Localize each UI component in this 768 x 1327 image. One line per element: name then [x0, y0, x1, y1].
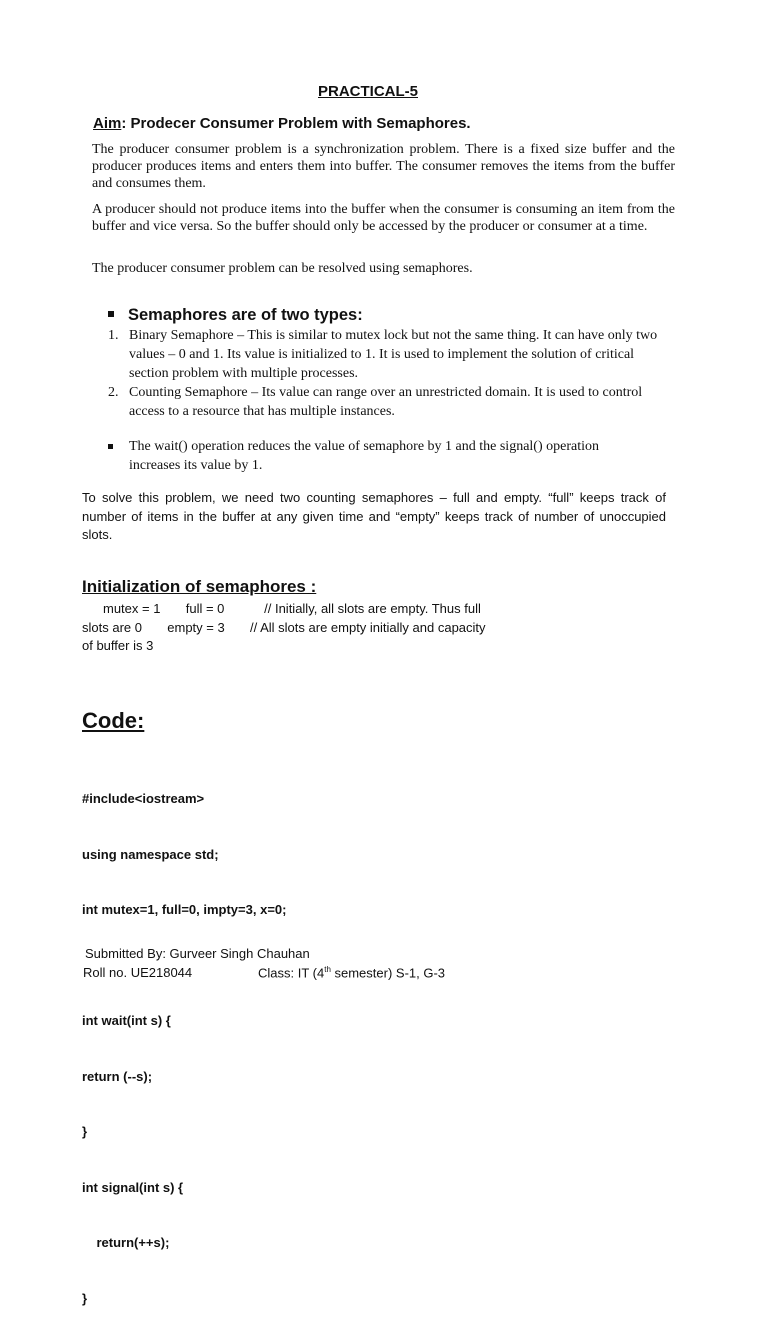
- aim-label: Aim: [93, 115, 122, 132]
- code-line: }: [82, 1290, 88, 1306]
- footer-class-sup: th: [324, 965, 331, 974]
- intro-paragraph-1: The producer consumer problem is a synchronization problem. There is a fixed size buffer and the producer produces items and enters them into buffer. The consumer removes the items from the buffer and consumes them.: [92, 142, 675, 191]
- list-item: [108, 383, 668, 421]
- footer-class-suffix: semester) S-1, G-3: [330, 965, 446, 981]
- list-item-text: Binary Semaphore – This is similar to mutex lock but not the same thing. It can have only two values – 0 and 1. Its value is initialized to 1. It is used to implement the solution of critical section problem with multiple processes.: [129, 328, 658, 381]
- code-line: int wait(int s) {: [82, 1013, 171, 1028]
- init-line-1: mutex = 1 full = 0 // Initially, all slots are empty. Thus full: [103, 601, 481, 616]
- list-item-number: 2.: [108, 385, 119, 400]
- code-line: return (--s);: [82, 1068, 153, 1084]
- square-bullet-icon: [108, 311, 114, 317]
- list-item: [108, 326, 668, 383]
- types-heading: [108, 306, 363, 325]
- code-line: return(++s);: [82, 1235, 170, 1250]
- code-line: int signal(int s) {: [82, 1179, 184, 1195]
- wait-signal-note: [108, 438, 608, 475]
- code-line: int mutex=1, full=0, impty=3, x=0;: [82, 902, 287, 917]
- intro-paragraph-3: The producer consumer problem can be resolved using semaphores.: [92, 261, 473, 276]
- code-block: [82, 753, 286, 1327]
- footer-submitted-by: Submitted By: Gurveer Singh Chauhan: [85, 946, 310, 961]
- types-heading-text: Semaphores are of two types:: [128, 306, 363, 324]
- list-item-text: Counting Semaphore – Its value can range over an unrestricted domain. It is used to control access to a resource that has multiple instances.: [129, 385, 643, 419]
- init-heading: Initialization of semaphores :: [82, 577, 317, 596]
- init-line-2: slots are 0 empty = 3 // All slots are empty initially and capacity: [82, 619, 486, 635]
- aim-text: : Prodecer Consumer Problem with Semaphores.: [121, 115, 471, 132]
- footer-class-prefix: Class: IT (4: [258, 965, 325, 981]
- square-bullet-icon: [108, 444, 113, 449]
- page-title: PRACTICAL-5: [318, 83, 418, 100]
- code-line: }: [82, 1124, 88, 1139]
- code-line: #include<iostream>: [82, 791, 205, 806]
- list-item-number: 1.: [108, 328, 119, 343]
- code-heading: Code:: [82, 708, 145, 733]
- code-line: using namespace std;: [82, 846, 219, 862]
- intro-paragraph-2: A producer should not produce items into the buffer when the consumer is consuming an item from the buffer and vice versa. So the buffer should only be accessed by the producer or consumer at a time.: [92, 202, 675, 234]
- footer-roll-no: Roll no. UE218044: [83, 965, 193, 980]
- wait-signal-text: The wait() operation reduces the value of semaphore by 1 and the signal() operation increases its value by 1.: [129, 439, 599, 473]
- aim-line: [93, 115, 471, 132]
- solve-paragraph: To solve this problem, we need two counting semaphores – full and empty. “full” keeps track of number of items in the buffer at any given time and “empty” keeps track of number of unoccupied slots.: [82, 490, 666, 542]
- types-list: [108, 326, 668, 421]
- init-line-3: of buffer is 3: [82, 638, 154, 653]
- footer-class: [258, 965, 445, 980]
- init-block: [82, 600, 542, 656]
